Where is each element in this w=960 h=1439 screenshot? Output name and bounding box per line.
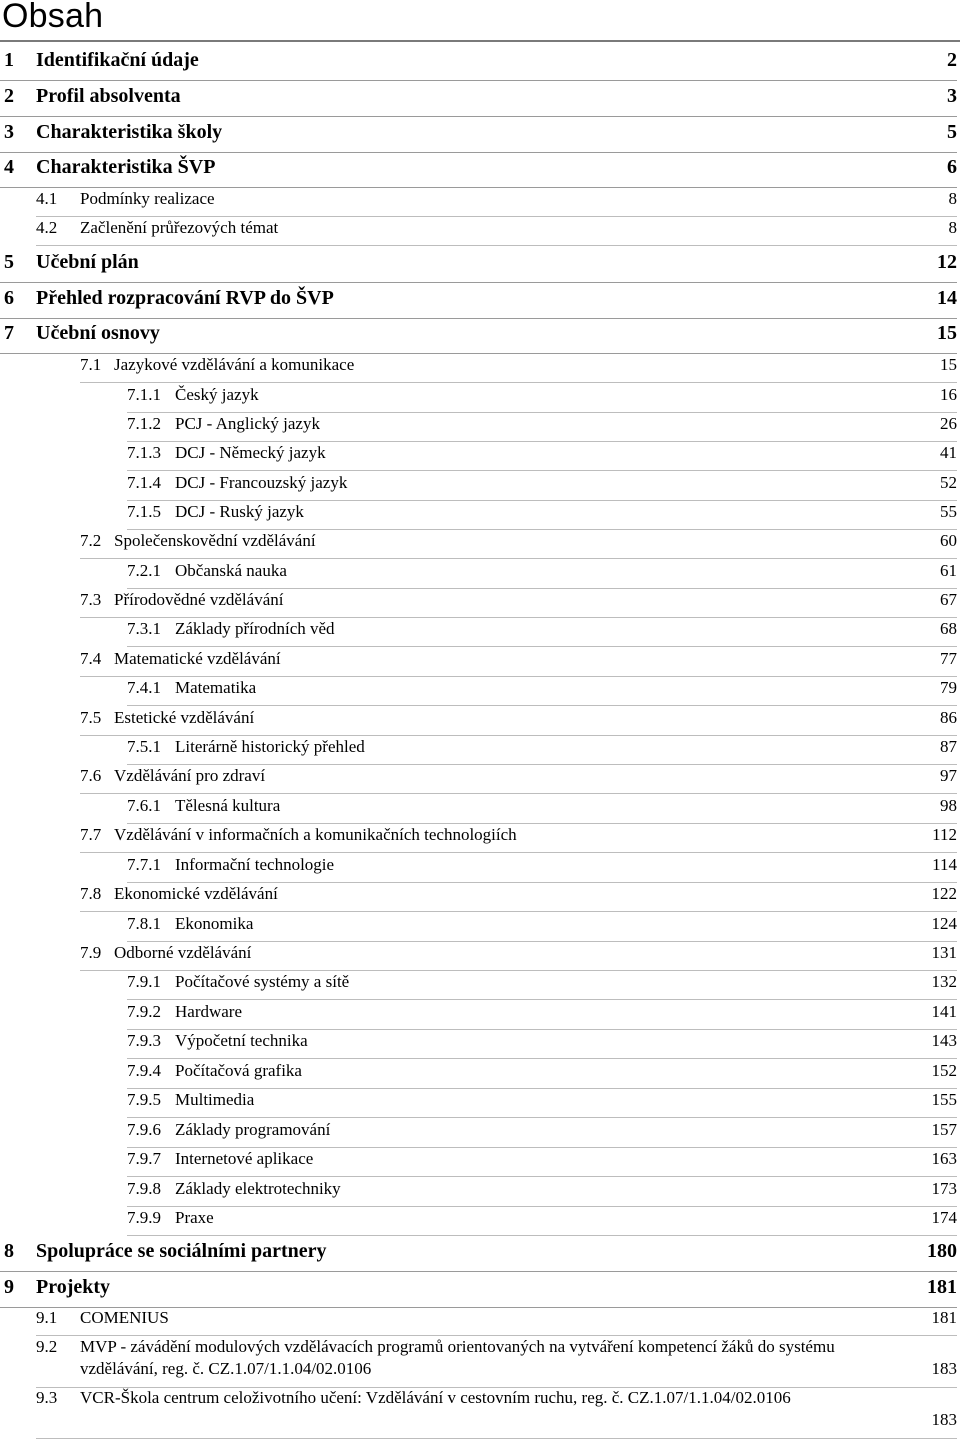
toc-entry-label: Jazykové vzdělávání a komunikace: [114, 355, 355, 374]
toc-entry-label: Učební osnovy: [36, 322, 160, 344]
toc-entry-number: 8: [4, 1240, 14, 1262]
toc-entry-label: Identifikační údaje: [36, 49, 199, 71]
toc-entry-page-number: 14: [937, 287, 957, 309]
toc-entry-label: Výpočetní technika: [175, 1031, 308, 1050]
toc-entry[interactable]: [127, 618, 957, 639]
toc-entry-label: Matematické vzdělávání: [114, 649, 281, 668]
toc-entry-divider: [0, 116, 957, 117]
toc-entry-number: 7.1.2: [127, 414, 161, 433]
toc-entry-page-number: 12: [937, 251, 957, 273]
toc-entry-page-number: 181: [931, 1308, 957, 1327]
toc-entry-number: 7.9.2: [127, 1002, 161, 1021]
toc-entry[interactable]: [80, 883, 957, 904]
toc-entry-number: 7.9.4: [127, 1061, 161, 1080]
toc-entry-divider: [80, 793, 957, 794]
toc-entry-divider: [0, 1271, 957, 1272]
toc-entry-number: 7.9.5: [127, 1090, 161, 1109]
toc-entry-number: 7.8: [80, 884, 102, 903]
toc-entry[interactable]: [0, 155, 957, 179]
toc-entry-label: Základy elektrotechniky: [175, 1179, 341, 1198]
toc-entry-divider: [127, 1117, 957, 1118]
toc-entry-label: Matematika: [175, 678, 257, 697]
toc-entry[interactable]: [127, 1178, 957, 1199]
toc-entry[interactable]: [127, 560, 957, 581]
toc-entry[interactable]: [127, 1207, 957, 1228]
toc-entry-number: 7.9.9: [127, 1208, 161, 1227]
toc-entry[interactable]: [80, 354, 957, 375]
toc-entry[interactable]: [80, 765, 957, 786]
toc-entry-page-number: 55: [940, 502, 957, 521]
toc-entry-page-number: 157: [931, 1120, 957, 1139]
toc-entry-page-number: 152: [931, 1061, 957, 1080]
page-title: Obsah: [2, 0, 104, 35]
toc-entry-label: MVP - závádění modulových vzdělávacích programů orientovaných na vytváření kompetencí žáků do systému vzdělávání, reg. č. CZ.1.07/1.1.04/02.0106: [80, 1337, 835, 1378]
toc-entry-label: Informační technologie: [175, 855, 335, 874]
toc-entry-divider: [127, 646, 957, 647]
toc-entry[interactable]: [0, 1275, 957, 1299]
toc-entry-page-number: 2: [947, 49, 957, 71]
toc-entry-label: Odborné vzdělávání: [114, 943, 252, 962]
toc-entry[interactable]: [127, 1001, 957, 1022]
toc-entry-divider: [36, 245, 957, 246]
toc-entry-page-number: 16: [940, 385, 957, 404]
toc-entry-label: Český jazyk: [175, 385, 259, 404]
toc-entry-page-number: 173: [931, 1179, 957, 1198]
toc-entry-number: 4.2: [36, 218, 58, 237]
toc-entry-divider: [127, 1058, 957, 1059]
toc-entry-label: Přírodovědné vzdělávání: [114, 590, 284, 609]
toc-entry-label: Profil absolventa: [36, 85, 181, 107]
toc-entry-label: DCJ - Francouzský jazyk: [175, 473, 348, 492]
toc-entry-number: 9.1: [36, 1308, 58, 1327]
toc-entry-label: Základy přírodních věd: [175, 619, 335, 638]
toc-entry-page-number: 6: [947, 156, 957, 178]
toc-entry[interactable]: [0, 217, 957, 238]
toc-entry[interactable]: [127, 1089, 957, 1110]
toc-entry[interactable]: [0, 120, 957, 144]
toc-entry-page-number: 180: [927, 1240, 957, 1262]
toc-entry-label: Podmínky realizace: [80, 189, 215, 208]
toc-entry[interactable]: [0, 48, 957, 72]
toc-entry[interactable]: [0, 286, 957, 310]
toc-entry-number: 4.1: [36, 189, 58, 208]
toc-entry-divider: [80, 852, 957, 853]
toc-entry-label: Společenskovědní vzdělávání: [114, 531, 316, 550]
toc-entry-page-number: 68: [940, 619, 957, 638]
toc-entry-number: 7.9.7: [127, 1149, 161, 1168]
toc-entry[interactable]: [80, 824, 957, 845]
toc-entry-label: Praxe: [175, 1208, 214, 1227]
toc-entry-label: DCJ - Německý jazyk: [175, 443, 326, 462]
toc-entry-label: Základy programování: [175, 1120, 331, 1139]
toc-entry-page-number: 181: [927, 1276, 957, 1298]
toc-entry-divider: [80, 382, 957, 383]
toc-entry-page-number: 8: [948, 189, 957, 208]
toc-entry-label: Literárně historický přehled: [175, 737, 365, 756]
toc-entry-label: Hardware: [175, 1002, 243, 1021]
toc-entry[interactable]: [127, 854, 957, 875]
toc-entry-label: PCJ - Anglický jazyk: [175, 414, 320, 433]
toc-entry-number: 7.1.5: [127, 502, 161, 521]
toc-entry[interactable]: [127, 913, 957, 934]
toc-entry-label: Vzdělávání v informačních a komunikačních technologiích: [114, 825, 517, 844]
toc-entry[interactable]: [0, 1336, 957, 1380]
toc-entry-page-number: 183: [931, 1410, 957, 1429]
toc-entry-number: 5: [4, 251, 14, 273]
toc-entry-number: 7.2.1: [127, 561, 161, 580]
toc-entry-number: 4: [4, 156, 14, 178]
toc-entry-divider: [0, 80, 957, 81]
toc-entry-page-number: 174: [931, 1208, 957, 1227]
toc-entry-page-number: 77: [940, 649, 957, 668]
toc-entry-divider: [127, 705, 957, 706]
toc-entry-number: 9: [4, 1276, 14, 1298]
toc-entry-page-number: 87: [940, 737, 957, 756]
toc-entry[interactable]: [127, 413, 957, 434]
toc-entry-label: Charakteristika ŠVP: [36, 156, 216, 178]
toc-entry[interactable]: [127, 1030, 957, 1051]
toc-entry-number: 3: [4, 121, 14, 143]
toc-entry-number: 7.6.1: [127, 796, 161, 815]
toc-entry[interactable]: [127, 472, 957, 493]
toc-entry-label: Počítačové systémy a sítě: [175, 972, 350, 991]
toc-entry-label: Multimedia: [175, 1090, 255, 1109]
toc-entry-divider: [80, 558, 957, 559]
toc-entry-page-number: 41: [940, 443, 957, 462]
toc-entry-label: VCR-Škola centrum celoživotního učení: Vzdělávání v cestovním ruchu, reg. č. CZ.1.07/1.1.04/02.0106: [80, 1388, 791, 1407]
toc-entry-number: 7.6: [80, 766, 102, 785]
toc-entry-page-number: 79: [940, 678, 957, 697]
toc-entry-label: Vzdělávání pro zdraví: [114, 766, 266, 785]
toc-entry[interactable]: [0, 188, 957, 209]
toc-entry-number: 9.3: [36, 1388, 58, 1407]
toc-entry[interactable]: [0, 321, 957, 345]
toc-entry-page-number: 97: [940, 766, 957, 785]
toc-entry[interactable]: [0, 1307, 957, 1328]
toc-entry-page-number: 141: [931, 1002, 957, 1021]
toc-entry-page-number: 52: [940, 473, 957, 492]
toc-entry-number: 6: [4, 287, 14, 309]
toc-entry-page-number: 183: [931, 1359, 957, 1378]
toc-entry-number: 7.1.1: [127, 385, 161, 404]
toc-entry-number: 7.7: [80, 825, 102, 844]
toc-entry-number: 1: [4, 49, 14, 71]
toc-entry-page-number: 5: [947, 121, 957, 143]
toc-entry-page-number: 67: [940, 590, 957, 609]
toc-entry-label: DCJ - Ruský jazyk: [175, 502, 304, 521]
toc-entry-number: 7.5.1: [127, 737, 161, 756]
toc-entry-number: 7.4.1: [127, 678, 161, 697]
toc-entry-page-number: 112: [932, 825, 957, 844]
toc-entry-number: 7.9.8: [127, 1179, 161, 1198]
toc-entry[interactable]: [80, 942, 957, 963]
toc-entry-label: Projekty: [36, 1276, 111, 1298]
toc-entry-number: 7.4: [80, 649, 102, 668]
toc-entry-number: 7.9.1: [127, 972, 161, 991]
toc-entry[interactable]: [0, 250, 957, 274]
toc-entry[interactable]: [127, 501, 957, 522]
toc-entry-page-number: 132: [931, 972, 957, 991]
toc-entry[interactable]: [127, 736, 957, 757]
toc-entry[interactable]: [127, 442, 957, 463]
toc-entry-number: 7.1: [80, 355, 102, 374]
toc-entry[interactable]: [80, 530, 957, 551]
toc-entry-number: 7.2: [80, 531, 102, 550]
toc-entry[interactable]: [0, 1387, 957, 1431]
toc-entry-page-number: 98: [940, 796, 957, 815]
toc-entry-page-number: 163: [931, 1149, 957, 1168]
toc-entry[interactable]: [127, 1060, 957, 1081]
toc-entry-page-number: 86: [940, 708, 957, 727]
toc-entry-number: 7.1.4: [127, 473, 161, 492]
toc-entry-page-number: 143: [931, 1031, 957, 1050]
toc-entry-page-number: 131: [931, 943, 957, 962]
toc-entry-label: Začlenění průřezových témat: [80, 218, 279, 237]
toc-entry[interactable]: [127, 1148, 957, 1169]
toc-entry[interactable]: [0, 84, 957, 108]
toc-entry-divider: [80, 911, 957, 912]
toc-entry[interactable]: [80, 707, 957, 728]
toc-entry-divider: [0, 318, 957, 319]
toc-entry-number: 9.2: [36, 1337, 58, 1356]
toc-entry-page-number: 122: [931, 884, 957, 903]
toc-entry-label: Charakteristika školy: [36, 121, 223, 143]
toc-entry-number: 7.9: [80, 943, 102, 962]
toc-entry-label: COMENIUS: [80, 1308, 169, 1327]
toc-entry-page-number: 60: [940, 531, 957, 550]
toc-entry[interactable]: [127, 971, 957, 992]
toc-entry-number: 7.7.1: [127, 855, 161, 874]
toc-entry-label: Ekonomické vzdělávání: [114, 884, 278, 903]
toc-entry[interactable]: [127, 384, 957, 405]
toc-entry-number: 7.3.1: [127, 619, 161, 638]
toc-entry-number: 7.3: [80, 590, 102, 609]
toc-entry-page-number: 61: [940, 561, 957, 580]
toc-entry-label: Internetové aplikace: [175, 1149, 314, 1168]
toc-entry[interactable]: [80, 648, 957, 669]
toc-entry-label: Přehled rozpracování RVP do ŠVP: [36, 287, 334, 309]
toc-entry-page-number: 8: [948, 218, 957, 237]
toc-entry-page-number: 155: [931, 1090, 957, 1109]
toc-entry-label: Občanská nauka: [175, 561, 287, 580]
toc-entry-label: Počítačová grafika: [175, 1061, 302, 1080]
toc-entry-page-number: 26: [940, 414, 957, 433]
toc-entry-divider: [127, 999, 957, 1000]
toc-entry-number: 7.9.3: [127, 1031, 161, 1050]
toc-entry-page-number: 15: [940, 355, 957, 374]
toc-entry-page-number: 114: [932, 855, 957, 874]
toc-entry[interactable]: [127, 1119, 957, 1140]
toc-entry-divider: [127, 1235, 957, 1236]
toc-entry-label: Spolupráce se sociálními partnery: [36, 1240, 327, 1262]
toc-entry-divider: [127, 1176, 957, 1177]
toc-entry-label: Tělesná kultura: [175, 796, 281, 815]
toc-entry-number: 7.5: [80, 708, 102, 727]
toc-entry-page-number: 15: [937, 322, 957, 344]
toc-entry[interactable]: [80, 589, 957, 610]
toc-entry-divider: [0, 152, 957, 153]
toc-entry[interactable]: [127, 677, 957, 698]
toc-entry-label: Estetické vzdělávání: [114, 708, 255, 727]
toc-entry-page-number: 3: [947, 85, 957, 107]
toc-entry-number: 2: [4, 85, 14, 107]
toc-entry-page-number: 124: [931, 914, 957, 933]
toc-entry-label: Učební plán: [36, 251, 139, 273]
toc-entry-number: 7.1.3: [127, 443, 161, 462]
toc-entry[interactable]: [127, 795, 957, 816]
toc-entry-number: 7.8.1: [127, 914, 161, 933]
toc-entry-number: 7: [4, 322, 14, 344]
toc-entry-number: 7.9.6: [127, 1120, 161, 1139]
toc-entry-divider: [0, 282, 957, 283]
toc-entry-divider: [127, 470, 957, 471]
toc-entry[interactable]: [0, 1239, 957, 1263]
toc-entry-label: Ekonomika: [175, 914, 254, 933]
